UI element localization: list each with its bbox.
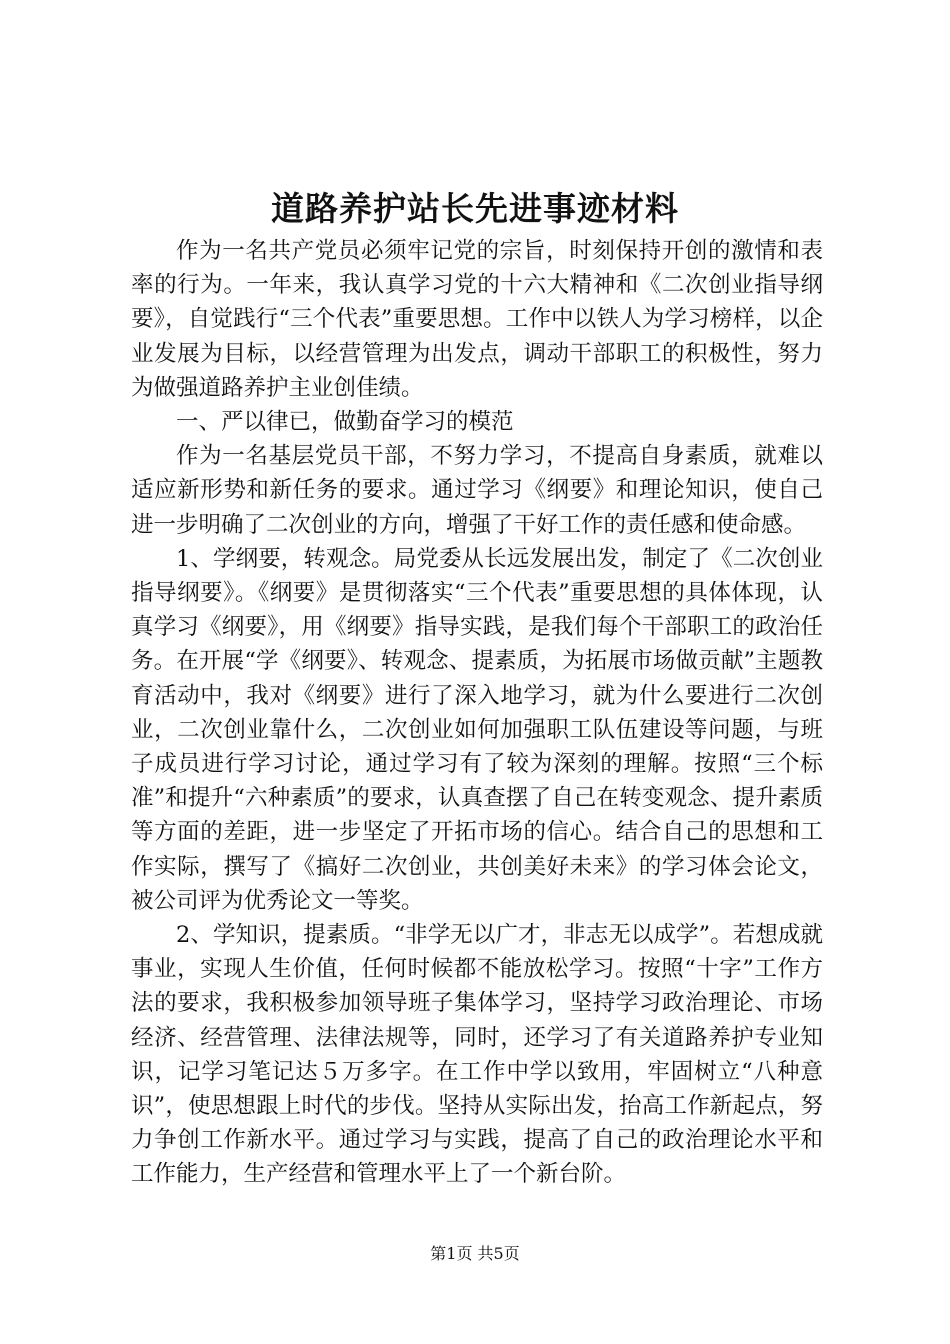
paragraph-item-1: 1、学纲要，转观念。局党委从长远发展出发，制定了《二次创业指导纲要》。《纲要》是贯彻落实“三个代表”重要思想的具体体现，认真学习《纲要》，用《纲要》指导实践，是我们每个干部职工的政治任务。在开展“学《纲要》、转观念、提素质，为拓展市场做贡献”主题教育活动中，我对《纲要》进行了深入地学习，就为什么要进行二次创业，二次创业靠什么，二次创业如何加强职工队伍建设等问题，与班子成员进行学习讨论，通过学习有了较为深刻的理解。按照“三个标准”和提升“六种素质”的要求，认真查摆了自己在转变观念、提升素质等方面的差距，进一步坚定了开拓市场的信心。结合自己的思想和工作实际，撰写了《搞好二次创业，共创美好未来》的学习体会论文，被公司评为优秀论文一等奖。 xyxy=(131,545,823,914)
paragraph-item-2: 2、学知识，提素质。“非学无以广才，非志无以成学”。若想成就事业，实现人生价值，任何时候都不能放松学习。按照“十字”工作方法的要求，我积极参加领导班子集体学习，坚持学习政治理论、市场经济、经营管理、法律法规等，同时，还学习了有关道路养护专业知识，记学习笔记达５万多字。在工作中学以致用，牢固树立“八种意识”，使思想跟上时代的步伐。坚持从实际出发，抬高工作新起点，努力争创工作新水平。通过学习与实践，提高了自己的政治理论水平和工作能力，生产经营和管理水平上了一个新台阶。 xyxy=(131,922,823,1188)
paragraph-intro: 作为一名共产党员必须牢记党的宗旨，时刻保持开创的激情和表率的行为。一年来，我认真学习党的十六大精神和《二次创业指导纲要》，自觉践行“三个代表”重要思想。工作中以铁人为学习榜样，以企业发展为目标，以经营管理为出发点，调动干部职工的积极性，努力为做强道路养护主业创佳绩。 xyxy=(131,238,823,401)
document-body xyxy=(131,234,823,1192)
section-heading: 一、严以律已，做勤奋学习的模范 xyxy=(176,409,514,436)
paragraph-study: 作为一名基层党员干部，不努力学习，不提高自身素质，就难以适应新形势和新任务的要求。通过学习《纲要》和理论知识，使自己进一步明确了二次创业的方向，增强了干好工作的责任感和使命感。 xyxy=(131,443,823,538)
page-footer: 第1页 共5页 xyxy=(430,1244,520,1263)
document-title: 道路养护站长先进事迹材料 xyxy=(271,189,679,228)
